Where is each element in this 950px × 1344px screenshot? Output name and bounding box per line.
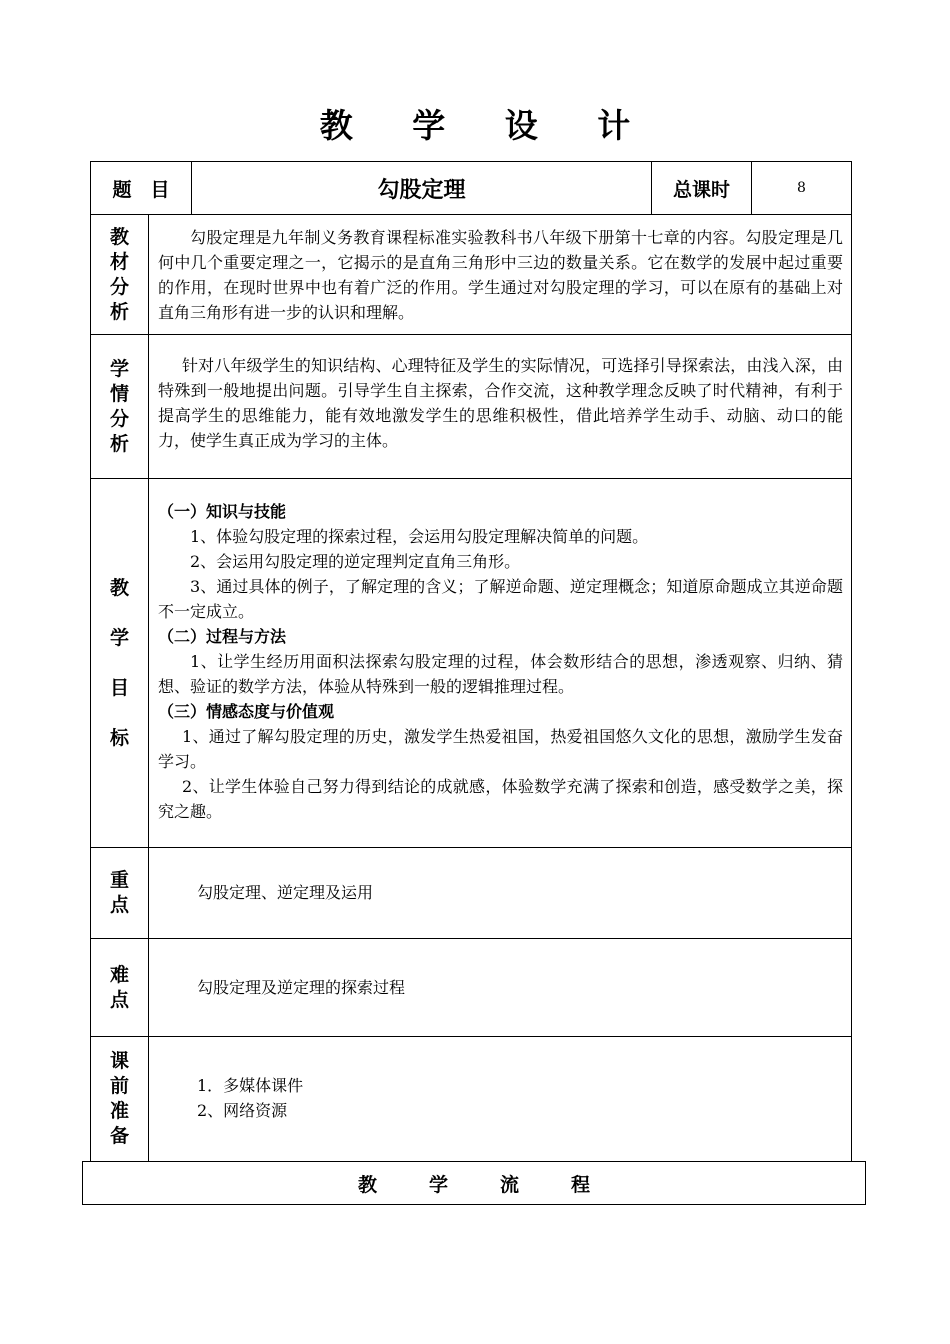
label-char: 标: [109, 727, 129, 749]
topic-value: 勾股定理: [192, 162, 652, 215]
key-points-cell: [149, 848, 852, 939]
label-char: 备: [109, 1125, 129, 1147]
difficulties-cell: [149, 939, 852, 1037]
label-char: 教: [109, 225, 129, 248]
label-char: 点: [109, 988, 129, 1011]
objectives-cell: [149, 479, 852, 848]
objective-item: 3、通过具体的例子，了解定理的含义；了解逆命题、逆定理概念；知道原命题成立其逆命题不一定成立。: [158, 577, 843, 621]
total-hours-label: 总课时: [652, 162, 752, 215]
difficulties-label: [91, 939, 149, 1037]
label-char: 难: [109, 963, 129, 986]
key-points-label: [91, 848, 149, 939]
preparation-item: 2、网络资源: [197, 1101, 288, 1120]
objective-item: 2、让学生体验自己努力得到结论的成就感，体验数学充满了探索和创造，感受数学之美，探究之趣。: [158, 777, 843, 821]
preparation-label: [91, 1037, 149, 1162]
key-points-text: 勾股定理、逆定理及运用: [197, 883, 374, 902]
label-char: 分: [109, 407, 129, 430]
label-char: 重: [109, 869, 129, 891]
objective-item: 2、会运用勾股定理的逆定理判定直角三角形。: [190, 552, 521, 571]
label-char: 学: [109, 357, 129, 380]
label-char: 准: [109, 1100, 129, 1122]
objective-item: 1、通过了解勾股定理的历史，激发学生热爱祖国，热爱祖国悠久文化的思想，激励学生发奋学习。: [158, 727, 843, 771]
label-char: 析: [109, 432, 129, 455]
total-hours-value: 8: [752, 162, 852, 215]
lesson-design-table: [90, 161, 852, 1161]
student-analysis-cell: [149, 335, 852, 479]
label-char: 课: [109, 1050, 129, 1072]
label-char: 分: [109, 275, 129, 298]
preparation-cell: [149, 1037, 852, 1162]
objective-item: 1、体验勾股定理的探索过程，会运用勾股定理解决简单的问题。: [190, 527, 649, 546]
process-method-heading: （二）过程与方法: [158, 627, 287, 646]
label-char: 材: [109, 250, 129, 273]
objectives-label: [91, 479, 149, 848]
label-char: 目: [109, 677, 129, 699]
label-char: 析: [109, 300, 129, 323]
student-analysis-label: [91, 335, 149, 479]
label-char: 学: [109, 627, 129, 649]
material-analysis-cell: [149, 215, 852, 335]
knowledge-skills-heading: （一）知识与技能: [158, 502, 287, 521]
label-char: 教: [109, 577, 129, 599]
topic-label: 题 目: [91, 162, 192, 215]
document-title: 教 学 设 计: [319, 106, 655, 145]
material-analysis-text: 勾股定理是九年制义务教育课程标准实验教科书八年级下册第十七章的内容。勾股定理是几何中几个重要定理之一，它揭示的是直角三角形中三边的数量关系。它在数学的发展中起过重要的作用，在现时世界中也有着广泛的作用。学生通过对勾股定理的学习，可以在原有的基础上对直角三角形有进一步的认识和理解。: [158, 228, 843, 322]
label-char: 情: [109, 382, 129, 405]
difficulties-text: 勾股定理及逆定理的探索过程: [197, 978, 406, 997]
teaching-flow-header: 教学流程: [82, 1161, 866, 1205]
label-char: 前: [109, 1075, 129, 1097]
preparation-item: 1．多媒体课件: [197, 1076, 304, 1095]
objective-item: 1、让学生经历用面积法探索勾股定理的过程，体会数形结合的思想，渗透观察、归纳、猜想、验证的数学方法，体验从特殊到一般的逻辑推理过程。: [158, 652, 843, 696]
emotion-values-heading: （三）情感态度与价值观: [158, 702, 335, 721]
material-analysis-label: [91, 215, 149, 335]
student-analysis-text: 针对八年级学生的知识结构、心理特征及学生的实际情况，可选择引导探索法，由浅入深，由特殊到一般地提出问题。引导学生自主探索，合作交流，这种教学理念反映了时代精神，有利于提高学生的思维能力，能有效地激发学生的思维积极性，借此培养学生动手、动脑、动口的能力，使学生真正成为学习的主体。: [158, 356, 843, 450]
label-char: 点: [109, 894, 129, 916]
